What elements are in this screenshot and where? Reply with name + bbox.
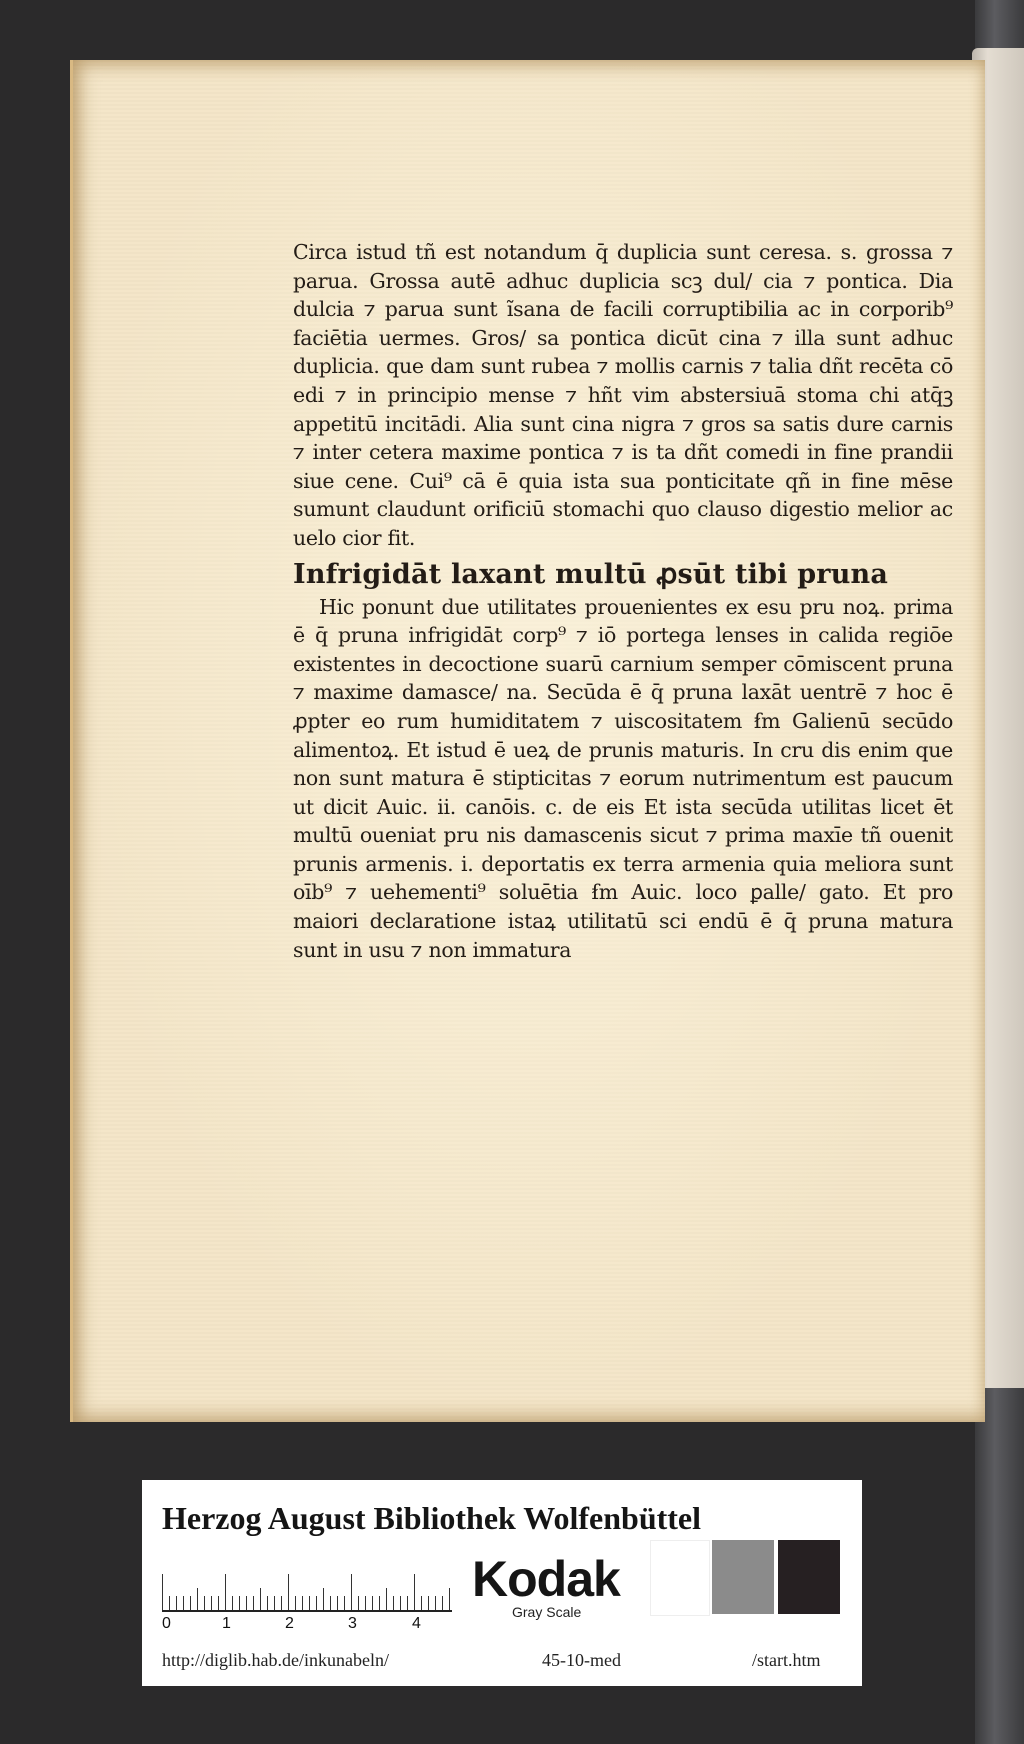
paragraph-cherries: Circa istud tñ est notandum q̄ duplicia sunt ceresa. s. grossa ⁊ parua. Grossa autē adhuc duplicia scꝫ dul/ cia ⁊ pontica. Dia dulcia ⁊ parua sunt ĩsana de facili corruptibilia ac in corporib⁹ faciētia uermes. Gros/ sa pontica dicūt cina ⁊ illa sunt adhuc duplicia. que dam sunt rubea ⁊ mollis carnis ⁊ talia dñt recēta cō edi ⁊ in principio mense ⁊ hñt vim abstersiuā stoma chi atq̄ꝫ appetitū incitādi. Alia sunt cina nigra ⁊ gros sa satis dure carnis ⁊ inter cetera maxime pontica ⁊ is ta dñt comedi in fine prandii siue cene. Cui⁹ cā ē quia ista sua ponticitate qñ in fine mēse sumunt claudunt orificiū stomachi quo clauso digestio melior ac uelo cior fit. bbox=[293, 240, 953, 550]
book-page bbox=[70, 60, 985, 1422]
verse-line: Infrigidāt laxant multū ꝓsūt tibi pruna bbox=[293, 558, 889, 590]
library-name: Herzog August Bibliothek Wolfenbüttel bbox=[162, 1500, 702, 1536]
text-column bbox=[293, 238, 953, 964]
ruler-label-4: 4 bbox=[412, 1615, 421, 1632]
ruler-label-1: 1 bbox=[222, 1615, 231, 1632]
ruler bbox=[162, 1562, 452, 1612]
black-patch bbox=[778, 1540, 840, 1614]
paragraph-plums: Hic ponunt due utilitates prouenientes ex esu pru noꝝ. prima ē q̄ pruna infrigidāt corp⁹ ⁊ iō portega lenses in calida regiōe existentes in decoctione suarū carnium semper cōmiscent pruna ⁊ maxime damasce/ na. Secūda ē q̄ pruna laxāt uentrē ⁊ hoc ē ꝓpter eo rum humiditatem ⁊ uiscositatem ẜm Galienū secūdo alimentoꝝ. Et istud ē ueꝝ de prunis maturis. In cru dis enim que non sunt matura ē stipticitas ⁊ eorum nutrimentum est paucum ut dicit Auic. ii. canōis. c. de eis Et ista secūda utilitas licet ēt multū oueniat pru nis damascenis sicut ⁊ prima maxīe tñ ouenit prunis armenis. i. deportatis ex terra armenia quia meliora sunt oīb⁹ ⁊ uehementi⁹ soluētia ẜm Auic. loco ꝑalle/ gato. Et pro maiori declaratione istaꝝ utilitatū sci endū ē q̄ pruna matura sunt in usu ⁊ non immatura bbox=[293, 594, 953, 962]
kodak-logo: Kodak bbox=[472, 1551, 620, 1607]
start-path: /start.htm bbox=[752, 1650, 821, 1670]
white-patch bbox=[650, 1540, 710, 1616]
gray-scale-label: Gray Scale bbox=[512, 1604, 582, 1620]
source-url: http://diglib.hab.de/inkunabeln/ bbox=[162, 1650, 389, 1670]
ruler-label-3: 3 bbox=[348, 1615, 357, 1632]
ruler-label-0: 0 bbox=[162, 1615, 171, 1632]
ruler-label-2: 2 bbox=[285, 1615, 294, 1632]
gray-patch bbox=[712, 1540, 774, 1614]
shelfmark: 45-10-med bbox=[542, 1650, 621, 1670]
color-target-card bbox=[142, 1480, 862, 1686]
